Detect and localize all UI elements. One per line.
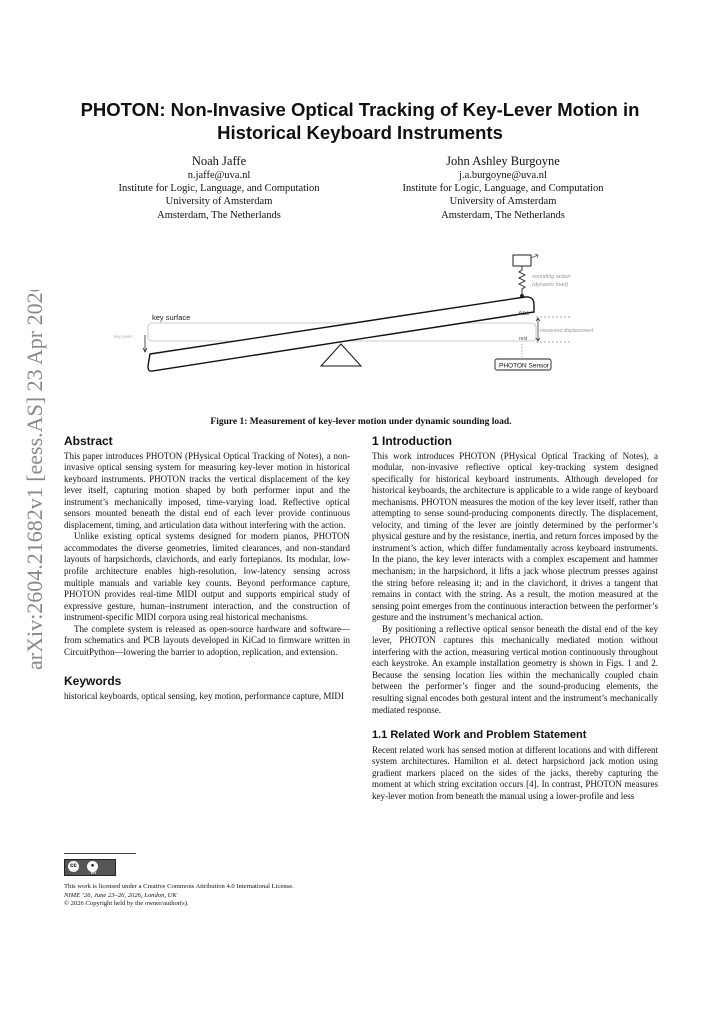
abstract-paragraph: Unlike existing optical systems designed for modern pianos, PHOTON accommodates the diverse geometries, limited clearances, and non-standard layouts of harpsichords, clavichords, and early fortepianos. Its modular, low-profile architecture enables high-resolution, low-latency sensing across multiple manuals and variable key counts. Beyond performance capture, PHOTON provides real-time MIDI output and supports empirical study of expressive gesture, human–instrument interaction, and the construction of instrument-specific MIDI corpora using real historical mechanisms.: [64, 531, 350, 623]
related-work-paragraph: Recent related work has sensed motion at different locations and with different system architectures. Hamilton et al. detect harpsichord jack motion using gradient markers placed on the sides of the jacks, thereby capturing the moment at which string excitation occurs [4]. In contrast, PHOTON measures key-lever motion from beneath the manual using a lower-profile and less: [372, 744, 658, 801]
dynamic-load-label: (dynamic load): [532, 282, 569, 288]
author-university: University of Amsterdam: [449, 196, 557, 208]
license-block: [64, 853, 350, 908]
author-name: John Ashley Burgoyne: [446, 154, 560, 168]
author-name: Noah Jaffe: [191, 154, 247, 168]
arrow-icon: [531, 254, 538, 258]
abstract-heading: Abstract: [64, 434, 113, 448]
fulcrum-triangle: [321, 344, 361, 366]
arxiv-stamp: [6, 290, 54, 670]
key-surface-label: key surface: [152, 313, 191, 322]
sounding-action-label: sounding action: [532, 274, 571, 280]
keywords-text: historical keyboards, optical sensing, key motion, performance capture, MIDI: [64, 690, 344, 701]
author-university: University of Amsterdam: [165, 196, 273, 208]
person-icon: ●: [87, 861, 98, 872]
spring-icon: [519, 266, 525, 294]
copyright: © 2026 Copyright held by the owner/author(s).: [64, 899, 189, 907]
author-email[interactable]: j.a.burgoyne@uva.nl: [459, 170, 547, 181]
conference-info: NIME ’26, June 23–26, 2026, London, UK: [64, 891, 177, 899]
photon-sensor-label: PHOTON Sensor: [499, 362, 550, 370]
author-email[interactable]: n.jaffe@uva.nl: [187, 170, 251, 181]
introduction-paragraph: This work introduces PHOTON (PHysical Optical Tracking of Notes), a modular, non-invasive reflective optical key-tracking system designed specifically for historical keyboard instruments. Although developed for historical keyboards, the architecture is applicable to a wide range of keyboard mechanisms. PHOTON measures the motion of the key lever itself, rather than attempting to sense sound-producing components directly. The displacement, velocity, and timing of the lever are jointly determined by the performer’s physical gesture and by the resistance, inertia, and return forces imposed by the instrument’s action, which differ fundamentally across keyboard instruments. In the piano, the key lever interacts with a complex escapement and hammer mechanism; in the harpsichord, it lifts a jack whose plectrum presses against the string before releasing it; and in the clavichord, it drives a tangent that remains in contact with the string. As a result, the motion measured at the sensing point emerges from the continuous interaction between the performer’s gesture and the instrument’s mechanical action.: [372, 450, 658, 623]
figure-1-diagram: [110, 248, 610, 388]
author-location: Amsterdam, The Netherlands: [157, 209, 281, 221]
introduction-paragraph: By positioning a reflective optical sensor beneath the distal end of the key lever, PHOTON captures this mechanically mediated motion without interfering with the action, measuring vertical motion continuously throughout each keystroke. An example installation geometry is shown in Figs. 1 and 2. Because the sensing location lies within the mechanically coupled chain between the performer’s finger and the sound-producing elements, the resulting signal encodes both gestural intent and the instrument’s mechanically mediated response.: [372, 623, 658, 715]
measured-displacement-label: measured displacement: [540, 328, 594, 334]
left-column: [64, 436, 350, 702]
related-work-heading: 1.1 Related Work and Problem Statement: [372, 729, 587, 742]
abstract-paragraph: The complete system is released as open-source hardware and software—from schematics and PCB layouts developed in KiCad to firmware written in CircuitPython—lowering the barrier to adoption, replication, and extension.: [64, 623, 350, 657]
author-block-1: [74, 154, 364, 222]
keywords-heading: Keywords: [64, 674, 122, 689]
cc-by-badge[interactable]: [64, 859, 116, 876]
cc-by-label: BY: [91, 870, 97, 875]
arxiv-stamp-text: arXiv:2604.21682v1 [eess.AS] 23 Apr 2026: [22, 290, 47, 670]
paper-title: PHOTON: Non-Invasive Optical Tracking of Key-Lever Motion in Historical Keyboard Instruments: [80, 99, 640, 143]
author-block-2: [358, 154, 648, 222]
author-affiliation: Institute for Logic, Language, and Computation: [402, 183, 604, 195]
figure-caption: Figure 1: Measurement of key-lever motion under dynamic sounding load.: [210, 417, 512, 427]
rise-label: rise: [519, 310, 530, 317]
sounding-action-box: [513, 255, 531, 266]
right-column: [372, 436, 658, 802]
introduction-heading: 1 Introduction: [372, 434, 452, 448]
rest-label: rest: [519, 336, 528, 342]
abstract-paragraph: This paper introduces PHOTON (PHysical Optical Tracking of Notes), a non-invasive optical sensing system for measuring key-lever motion in historical keyboard instruments. PHOTON tracks the vertical displacement of the key lever itself, capturing motion shaped by both performer input and the instrument’s mechanically imposed, time-varying load. Reflective optical sensors mounted beneath the distal end of each lever provide continuous displacement, timing, and articulation data without interfering with the action.: [64, 450, 350, 530]
author-affiliation: Institute for Logic, Language, and Computation: [118, 183, 320, 195]
license-text[interactable]: This work is licensed under a Creative Commons Attribution 4.0 International License.: [64, 883, 294, 891]
author-location: Amsterdam, The Netherlands: [441, 209, 565, 221]
footnote-rule: [64, 853, 136, 854]
key-pivot-label: key pivot: [114, 334, 132, 339]
cc-icon: cc: [68, 861, 79, 872]
